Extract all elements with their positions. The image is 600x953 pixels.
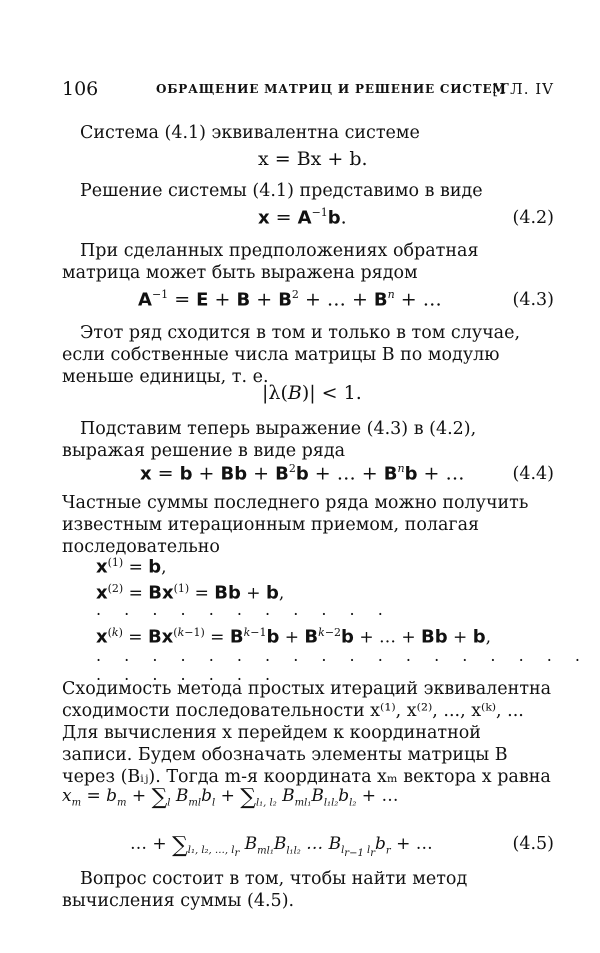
equation-label-4-2: (4.2)	[512, 208, 554, 228]
chapter-marker: [ГЛ. IV	[492, 80, 554, 98]
running-title: ОБРАЩЕНИЕ МАТРИЦ И РЕШЕНИЕ СИСТЕМ	[156, 82, 507, 96]
paragraph-7: Сходимость метода простых итераций эквивалентна сходимости последовательности x⁽¹⁾, x⁽²⁾, ..., x⁽ᵏ⁾, ... Для вычисления x перейдем к координатной записи. Будем обозначать элементы матрицы B через (Bᵢⱼ). Тогда m-я координата xₘ вектора x равна	[62, 679, 552, 787]
equation-4-5-line-2: … + $\sum_{l_1, l_2, \dots, l_r}$ $B_{ml_1}B_{l_1l_2}$ … $B_{l_{r-1} l_r}b_r$ + …	[130, 833, 433, 860]
equation-4-5-line-1: $x_m = b_m + \sum_l$ $B_{ml}b_l + \sum_{l_1, l_2}$ $B_{ml_1}B_{l_1l_2}b_{l_2}$ + …	[62, 785, 399, 810]
dotted-leader-1: . . . . . . . . . . .	[96, 600, 392, 619]
paragraph-6: Частные суммы последнего ряда можно получить известным итерационным приемом, полагая последовательно	[62, 493, 529, 557]
paragraph-8: Вопрос состоит в том, чтобы найти метод вычисления суммы (4.5).	[62, 869, 468, 911]
equation-4-2: $x = A^{-1}b$.	[258, 206, 347, 229]
iteration-1: $x^{(1)} = b$,	[96, 556, 167, 578]
running-header	[62, 78, 554, 102]
equation-label-4-4: (4.4)	[512, 464, 554, 484]
equation-4-3: $A^{-1} = E + B + B^2$ + … + $B^n$ + …	[138, 288, 442, 311]
equation-4-4: $x = b + Bb + B^2b$ + … + $B^nb$ + …	[140, 462, 465, 485]
paragraph-2: Решение системы (4.1) представимо в виде	[80, 181, 483, 201]
paragraph-4: Этот ряд сходится в том и только в том случае, если собственные числа матрицы B по модулю меньше единицы, т. е.	[62, 323, 521, 387]
iteration-k: $x^{(k)} = Bx^{(k-1)} = B^{k-1}b + B^{k-2}b$ + … + Bb + b,	[96, 626, 492, 648]
paragraph-5: Подставим теперь выражение (4.3) в (4.2), выражая решение в виде ряда	[62, 419, 477, 461]
equation-label-4-3: (4.3)	[512, 290, 554, 310]
paragraph-1: Система (4.1) эквивалентна системе	[80, 123, 420, 143]
iteration-2: $x^{(2)} = Bx^{(1)} = Bb + b$,	[96, 582, 285, 604]
page-number: 106	[62, 78, 99, 100]
equation-system: x = Bx + b.	[258, 148, 368, 170]
equation-spectral-radius: |λ(B)| < 1.	[262, 382, 362, 404]
paragraph-3: При сделанных предположениях обратная матрица может быть выражена рядом	[62, 241, 479, 283]
equation-label-4-5: (4.5)	[512, 834, 554, 854]
dotted-leader-2: . . . . . . . . . . . . . . . . . . . . . . . . .	[96, 646, 590, 684]
